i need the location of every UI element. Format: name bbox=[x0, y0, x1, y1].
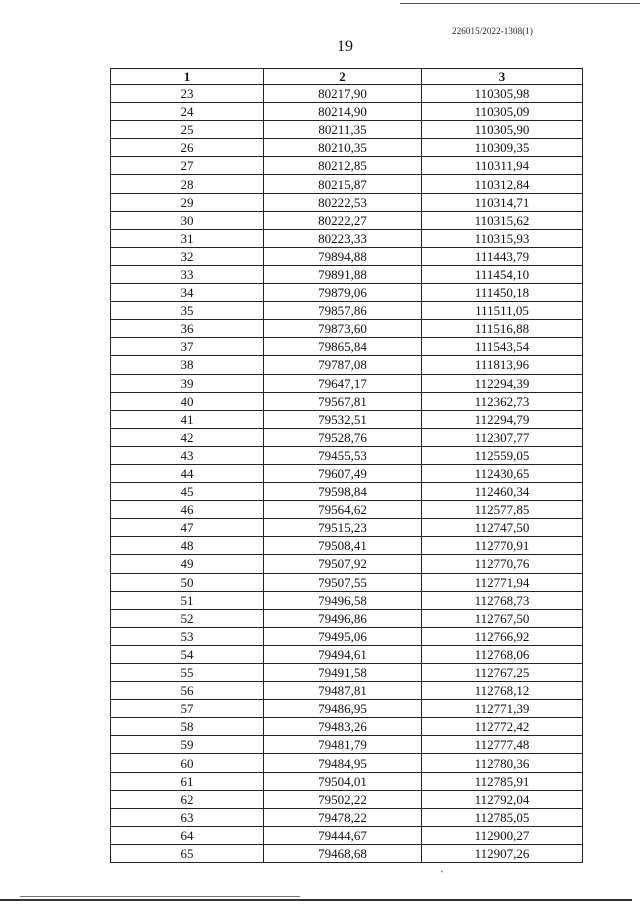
y-coordinate-cell: 110315,93 bbox=[422, 229, 583, 247]
x-coordinate-cell: 79478,22 bbox=[264, 808, 422, 826]
y-coordinate-cell: 112747,50 bbox=[422, 519, 583, 537]
y-coordinate-cell: 111516,88 bbox=[422, 320, 583, 338]
bottom-rule bbox=[0, 899, 632, 901]
table-row bbox=[111, 772, 583, 790]
x-coordinate-cell: 80211,35 bbox=[264, 121, 422, 139]
y-coordinate-cell: 112777,48 bbox=[422, 736, 583, 754]
table-row bbox=[111, 808, 583, 826]
table-row bbox=[111, 483, 583, 501]
y-coordinate-cell: 112770,91 bbox=[422, 537, 583, 555]
point-number-cell: 32 bbox=[111, 247, 264, 265]
table-row bbox=[111, 501, 583, 519]
x-coordinate-cell: 79495,06 bbox=[264, 627, 422, 645]
y-coordinate-cell: 112900,27 bbox=[422, 826, 583, 844]
point-number-cell: 34 bbox=[111, 284, 264, 302]
point-number-cell: 61 bbox=[111, 772, 264, 790]
table-row bbox=[111, 175, 583, 193]
x-coordinate-cell: 79598,84 bbox=[264, 483, 422, 501]
y-coordinate-cell: 112767,50 bbox=[422, 609, 583, 627]
point-number-cell: 29 bbox=[111, 193, 264, 211]
point-number-cell: 60 bbox=[111, 754, 264, 772]
table-row bbox=[111, 464, 583, 482]
table-row bbox=[111, 139, 583, 157]
table-row bbox=[111, 555, 583, 573]
table-row bbox=[111, 754, 583, 772]
x-coordinate-cell: 79504,01 bbox=[264, 772, 422, 790]
point-number-cell: 48 bbox=[111, 537, 264, 555]
column-header-3: 3 bbox=[422, 69, 583, 85]
y-coordinate-cell: 112767,25 bbox=[422, 664, 583, 682]
y-coordinate-cell: 111511,05 bbox=[422, 302, 583, 320]
x-coordinate-cell: 79494,61 bbox=[264, 645, 422, 663]
point-number-cell: 26 bbox=[111, 139, 264, 157]
table-row bbox=[111, 193, 583, 211]
x-coordinate-cell: 79496,58 bbox=[264, 591, 422, 609]
y-coordinate-cell: 112771,94 bbox=[422, 573, 583, 591]
x-coordinate-cell: 79787,08 bbox=[264, 356, 422, 374]
point-number-cell: 58 bbox=[111, 718, 264, 736]
x-coordinate-cell: 79891,88 bbox=[264, 265, 422, 283]
table-row bbox=[111, 374, 583, 392]
y-coordinate-cell: 112768,73 bbox=[422, 591, 583, 609]
point-number-cell: 44 bbox=[111, 464, 264, 482]
point-number-cell: 31 bbox=[111, 229, 264, 247]
y-coordinate-cell: 112770,76 bbox=[422, 555, 583, 573]
y-coordinate-cell: 111450,18 bbox=[422, 284, 583, 302]
table-row bbox=[111, 645, 583, 663]
point-number-cell: 45 bbox=[111, 483, 264, 501]
point-number-cell: 35 bbox=[111, 302, 264, 320]
x-coordinate-cell: 79865,84 bbox=[264, 338, 422, 356]
point-number-cell: 30 bbox=[111, 211, 264, 229]
point-number-cell: 27 bbox=[111, 157, 264, 175]
point-number-cell: 39 bbox=[111, 374, 264, 392]
point-number-cell: 63 bbox=[111, 808, 264, 826]
x-coordinate-cell: 79857,86 bbox=[264, 302, 422, 320]
x-coordinate-cell: 79507,55 bbox=[264, 573, 422, 591]
x-coordinate-cell: 79455,53 bbox=[264, 446, 422, 464]
table-row bbox=[111, 609, 583, 627]
point-number-cell: 42 bbox=[111, 428, 264, 446]
footer-mark: ` bbox=[440, 868, 444, 882]
table-body bbox=[111, 85, 583, 863]
y-coordinate-cell: 112785,91 bbox=[422, 772, 583, 790]
y-coordinate-cell: 112430,65 bbox=[422, 464, 583, 482]
table-row bbox=[111, 320, 583, 338]
x-coordinate-cell: 79873,60 bbox=[264, 320, 422, 338]
point-number-cell: 47 bbox=[111, 519, 264, 537]
x-coordinate-cell: 79444,67 bbox=[264, 826, 422, 844]
y-coordinate-cell: 112362,73 bbox=[422, 392, 583, 410]
table-row bbox=[111, 682, 583, 700]
table-header-row bbox=[111, 69, 583, 85]
table-row bbox=[111, 302, 583, 320]
point-number-cell: 24 bbox=[111, 103, 264, 121]
y-coordinate-cell: 112294,79 bbox=[422, 410, 583, 428]
x-coordinate-cell: 79502,22 bbox=[264, 790, 422, 808]
table-row bbox=[111, 229, 583, 247]
y-coordinate-cell: 112792,04 bbox=[422, 790, 583, 808]
y-coordinate-cell: 110309,35 bbox=[422, 139, 583, 157]
x-coordinate-cell: 80222,53 bbox=[264, 193, 422, 211]
point-number-cell: 51 bbox=[111, 591, 264, 609]
table-row bbox=[111, 410, 583, 428]
x-coordinate-cell: 79481,79 bbox=[264, 736, 422, 754]
x-coordinate-cell: 79607,49 bbox=[264, 464, 422, 482]
table-row bbox=[111, 519, 583, 537]
x-coordinate-cell: 80217,90 bbox=[264, 85, 422, 103]
x-coordinate-cell: 79496,86 bbox=[264, 609, 422, 627]
table-row bbox=[111, 700, 583, 718]
point-number-cell: 52 bbox=[111, 609, 264, 627]
x-coordinate-cell: 79567,81 bbox=[264, 392, 422, 410]
y-coordinate-cell: 111443,79 bbox=[422, 247, 583, 265]
x-coordinate-cell: 80223,33 bbox=[264, 229, 422, 247]
y-coordinate-cell: 111543,54 bbox=[422, 338, 583, 356]
point-number-cell: 25 bbox=[111, 121, 264, 139]
table-row bbox=[111, 428, 583, 446]
y-coordinate-cell: 112559,05 bbox=[422, 446, 583, 464]
point-number-cell: 40 bbox=[111, 392, 264, 410]
y-coordinate-cell: 110305,09 bbox=[422, 103, 583, 121]
table-row bbox=[111, 826, 583, 844]
table-row bbox=[111, 718, 583, 736]
point-number-cell: 56 bbox=[111, 682, 264, 700]
y-coordinate-cell: 112768,06 bbox=[422, 645, 583, 663]
y-coordinate-cell: 112907,26 bbox=[422, 844, 583, 862]
y-coordinate-cell: 110311,94 bbox=[422, 157, 583, 175]
x-coordinate-cell: 80215,87 bbox=[264, 175, 422, 193]
table-row bbox=[111, 591, 583, 609]
y-coordinate-cell: 112780,36 bbox=[422, 754, 583, 772]
table-row bbox=[111, 284, 583, 302]
table-row bbox=[111, 157, 583, 175]
y-coordinate-cell: 110312,84 bbox=[422, 175, 583, 193]
table-row bbox=[111, 537, 583, 555]
point-number-cell: 64 bbox=[111, 826, 264, 844]
x-coordinate-cell: 79879,06 bbox=[264, 284, 422, 302]
table-row bbox=[111, 356, 583, 374]
table-row bbox=[111, 338, 583, 356]
point-number-cell: 36 bbox=[111, 320, 264, 338]
document-id: 226015/2022-1308(1) bbox=[452, 26, 533, 36]
table-row bbox=[111, 573, 583, 591]
bottom-rule-thin bbox=[20, 896, 300, 897]
x-coordinate-cell: 79532,51 bbox=[264, 410, 422, 428]
x-coordinate-cell: 80222,27 bbox=[264, 211, 422, 229]
x-coordinate-cell: 79515,23 bbox=[264, 519, 422, 537]
x-coordinate-cell: 79647,17 bbox=[264, 374, 422, 392]
y-coordinate-cell: 110314,71 bbox=[422, 193, 583, 211]
page-number: 19 bbox=[337, 38, 353, 55]
point-number-cell: 53 bbox=[111, 627, 264, 645]
table-row bbox=[111, 736, 583, 754]
x-coordinate-cell: 80214,90 bbox=[264, 103, 422, 121]
table-row bbox=[111, 392, 583, 410]
x-coordinate-cell: 80210,35 bbox=[264, 139, 422, 157]
table-row bbox=[111, 627, 583, 645]
y-coordinate-cell: 112307,77 bbox=[422, 428, 583, 446]
column-header-1: 1 bbox=[111, 69, 264, 85]
x-coordinate-cell: 79487,81 bbox=[264, 682, 422, 700]
point-number-cell: 23 bbox=[111, 85, 264, 103]
point-number-cell: 65 bbox=[111, 844, 264, 862]
x-coordinate-cell: 79508,41 bbox=[264, 537, 422, 555]
x-coordinate-cell: 79483,26 bbox=[264, 718, 422, 736]
x-coordinate-cell: 79894,88 bbox=[264, 247, 422, 265]
table-row bbox=[111, 844, 583, 862]
y-coordinate-cell: 110305,98 bbox=[422, 85, 583, 103]
point-number-cell: 41 bbox=[111, 410, 264, 428]
point-number-cell: 50 bbox=[111, 573, 264, 591]
point-number-cell: 33 bbox=[111, 265, 264, 283]
y-coordinate-cell: 112577,85 bbox=[422, 501, 583, 519]
x-coordinate-cell: 79486,95 bbox=[264, 700, 422, 718]
x-coordinate-cell: 79507,92 bbox=[264, 555, 422, 573]
x-coordinate-cell: 79468,68 bbox=[264, 844, 422, 862]
point-number-cell: 54 bbox=[111, 645, 264, 663]
point-number-cell: 49 bbox=[111, 555, 264, 573]
y-coordinate-cell: 112768,12 bbox=[422, 682, 583, 700]
point-number-cell: 59 bbox=[111, 736, 264, 754]
table-row bbox=[111, 247, 583, 265]
y-coordinate-cell: 112766,92 bbox=[422, 627, 583, 645]
y-coordinate-cell: 112460,34 bbox=[422, 483, 583, 501]
point-number-cell: 37 bbox=[111, 338, 264, 356]
x-coordinate-cell: 79564,62 bbox=[264, 501, 422, 519]
coordinates-table bbox=[110, 68, 583, 863]
y-coordinate-cell: 112785,05 bbox=[422, 808, 583, 826]
y-coordinate-cell: 112771,39 bbox=[422, 700, 583, 718]
top-rule bbox=[400, 3, 640, 4]
y-coordinate-cell: 110315,62 bbox=[422, 211, 583, 229]
table-row bbox=[111, 664, 583, 682]
x-coordinate-cell: 79491,58 bbox=[264, 664, 422, 682]
point-number-cell: 28 bbox=[111, 175, 264, 193]
table-row bbox=[111, 121, 583, 139]
x-coordinate-cell: 79528,76 bbox=[264, 428, 422, 446]
point-number-cell: 38 bbox=[111, 356, 264, 374]
y-coordinate-cell: 111454,10 bbox=[422, 265, 583, 283]
table-row bbox=[111, 790, 583, 808]
y-coordinate-cell: 112772,42 bbox=[422, 718, 583, 736]
x-coordinate-cell: 79484,95 bbox=[264, 754, 422, 772]
table-row bbox=[111, 103, 583, 121]
column-header-2: 2 bbox=[264, 69, 422, 85]
x-coordinate-cell: 80212,85 bbox=[264, 157, 422, 175]
y-coordinate-cell: 110305,90 bbox=[422, 121, 583, 139]
point-number-cell: 43 bbox=[111, 446, 264, 464]
y-coordinate-cell: 112294,39 bbox=[422, 374, 583, 392]
point-number-cell: 62 bbox=[111, 790, 264, 808]
table-row bbox=[111, 446, 583, 464]
y-coordinate-cell: 111813,96 bbox=[422, 356, 583, 374]
table-row bbox=[111, 265, 583, 283]
point-number-cell: 57 bbox=[111, 700, 264, 718]
point-number-cell: 55 bbox=[111, 664, 264, 682]
table-row bbox=[111, 85, 583, 103]
table-row bbox=[111, 211, 583, 229]
point-number-cell: 46 bbox=[111, 501, 264, 519]
